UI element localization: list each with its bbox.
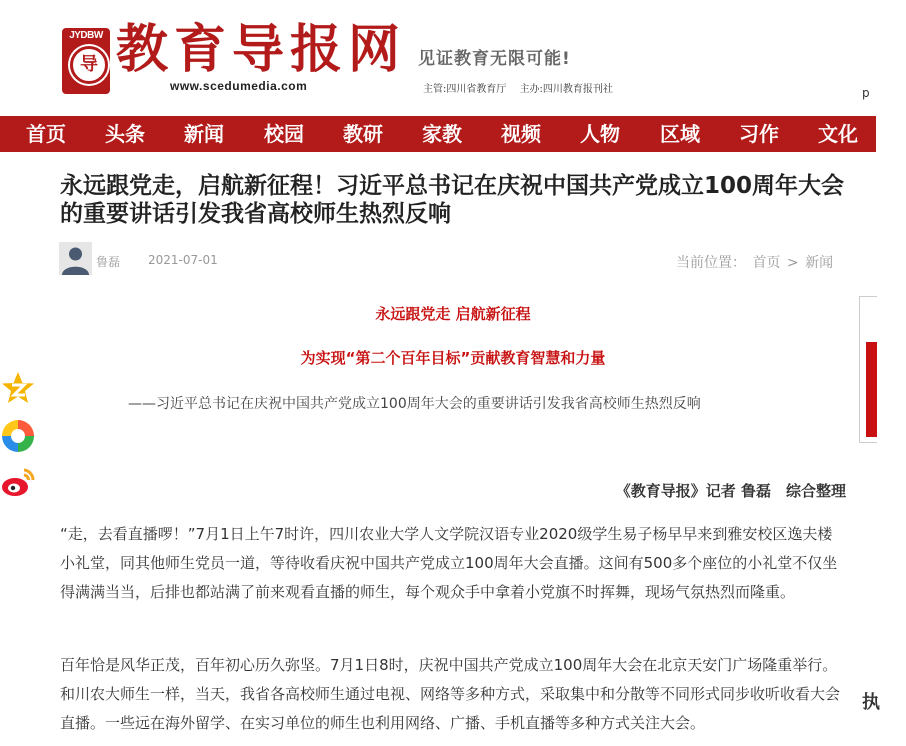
header-edge-text: p <box>862 86 870 100</box>
publish-date: 2021-07-01 <box>148 253 218 267</box>
breadcrumb-separator: > <box>786 255 799 271</box>
host-text: 主管:四川省教育厅 <box>423 84 507 95</box>
nav-item-home[interactable]: 首页 <box>26 122 66 146</box>
site-logo-badge[interactable] <box>62 28 110 94</box>
site-header <box>0 0 876 116</box>
weibo-icon[interactable] <box>0 464 36 500</box>
nav-item-headlines[interactable]: 头条 <box>105 122 145 146</box>
nav-item-region[interactable]: 区域 <box>660 122 700 146</box>
site-slogan: 见证教育无限可能! <box>418 49 571 69</box>
author-name[interactable]: 鲁磊 <box>96 255 121 269</box>
site-title[interactable]: 教育导报网 <box>116 19 407 80</box>
article-byline: 《教育导报》记者 鲁磊 综合整理 <box>615 482 846 500</box>
author-avatar <box>59 242 92 275</box>
nav-item-people[interactable]: 人物 <box>580 122 620 146</box>
nav-item-writing[interactable]: 习作 <box>739 122 779 146</box>
floating-side-panel[interactable] <box>859 296 877 443</box>
main-nav <box>0 116 876 152</box>
side-panel-bottom-text: 执 <box>862 692 880 713</box>
nav-item-family[interactable]: 家教 <box>422 122 462 146</box>
logo-badge-text: JYDBW <box>69 30 103 41</box>
nav-item-research[interactable]: 教研 <box>343 122 383 146</box>
pengyou-icon[interactable] <box>0 418 36 454</box>
side-panel-bar <box>866 342 877 437</box>
qzone-icon[interactable] <box>0 370 36 406</box>
site-url: www.scedumedia.com <box>170 79 308 93</box>
nav-item-campus[interactable]: 校园 <box>264 122 304 146</box>
logo-badge-char: 导 <box>80 54 98 75</box>
article-paragraph: “走，去看直播啰！”7月1日上午7时许，四川农业大学人文学院汉语专业2020级学生易子杨早早来到雅安校区逸夫楼小礼堂，同其他师生党员一道，等待收看庆祝中国共产党成立100周年大会直播。这间有500多个座位的小礼堂不仅坐得满满当当，后排也都站满了前来观看直播的师生，每个观众手中拿着小党旗不时挥舞，现场气氛热烈而隆重。 <box>60 525 838 601</box>
logo-badge-circle <box>70 46 108 84</box>
avatar-placeholder-icon <box>59 242 92 275</box>
article-subtitle-secondary: 为实现“第二个百年目标”贡献教育智慧和力量 <box>300 349 606 367</box>
article-paragraph: 百年恰是风华正茂，百年初心历久弥坚。7月1日8时，庆祝中国共产党成立100周年大会在北京天安门广场隆重举行。和川农大师生一样，当天，我省各高校师生通过电视、网络等多种方式，采取集中和分散等不同形式同步收听收看大会直播。一些远在海外留学、在实习单位的师生也利用网络、广播、手机直播等多种方式关注大会。 <box>60 656 841 732</box>
breadcrumb-home[interactable]: 首页 <box>752 255 781 271</box>
nav-item-news[interactable]: 新闻 <box>184 122 224 146</box>
article-title: 永远跟党走，启航新征程！习近平总书记在庆祝中国共产党成立100周年大会的重要讲话引发我省高校师生热烈反响 <box>60 173 845 227</box>
nav-item-video[interactable]: 视频 <box>501 122 541 146</box>
sponsor-text: 主办:四川教育报刊社 <box>519 84 613 95</box>
host-info <box>423 80 623 95</box>
breadcrumb-current[interactable]: 新闻 <box>805 255 834 271</box>
breadcrumb <box>676 252 835 272</box>
breadcrumb-label: 当前位置： <box>676 255 746 271</box>
article-subtitle-dash: ——习近平总书记在庆祝中国共产党成立100周年大会的重要讲话引发我省高校师生热烈反响 <box>128 396 701 412</box>
nav-item-culture[interactable]: 文化 <box>818 122 858 146</box>
article-subtitle-primary: 永远跟党走 启航新征程 <box>375 305 531 323</box>
